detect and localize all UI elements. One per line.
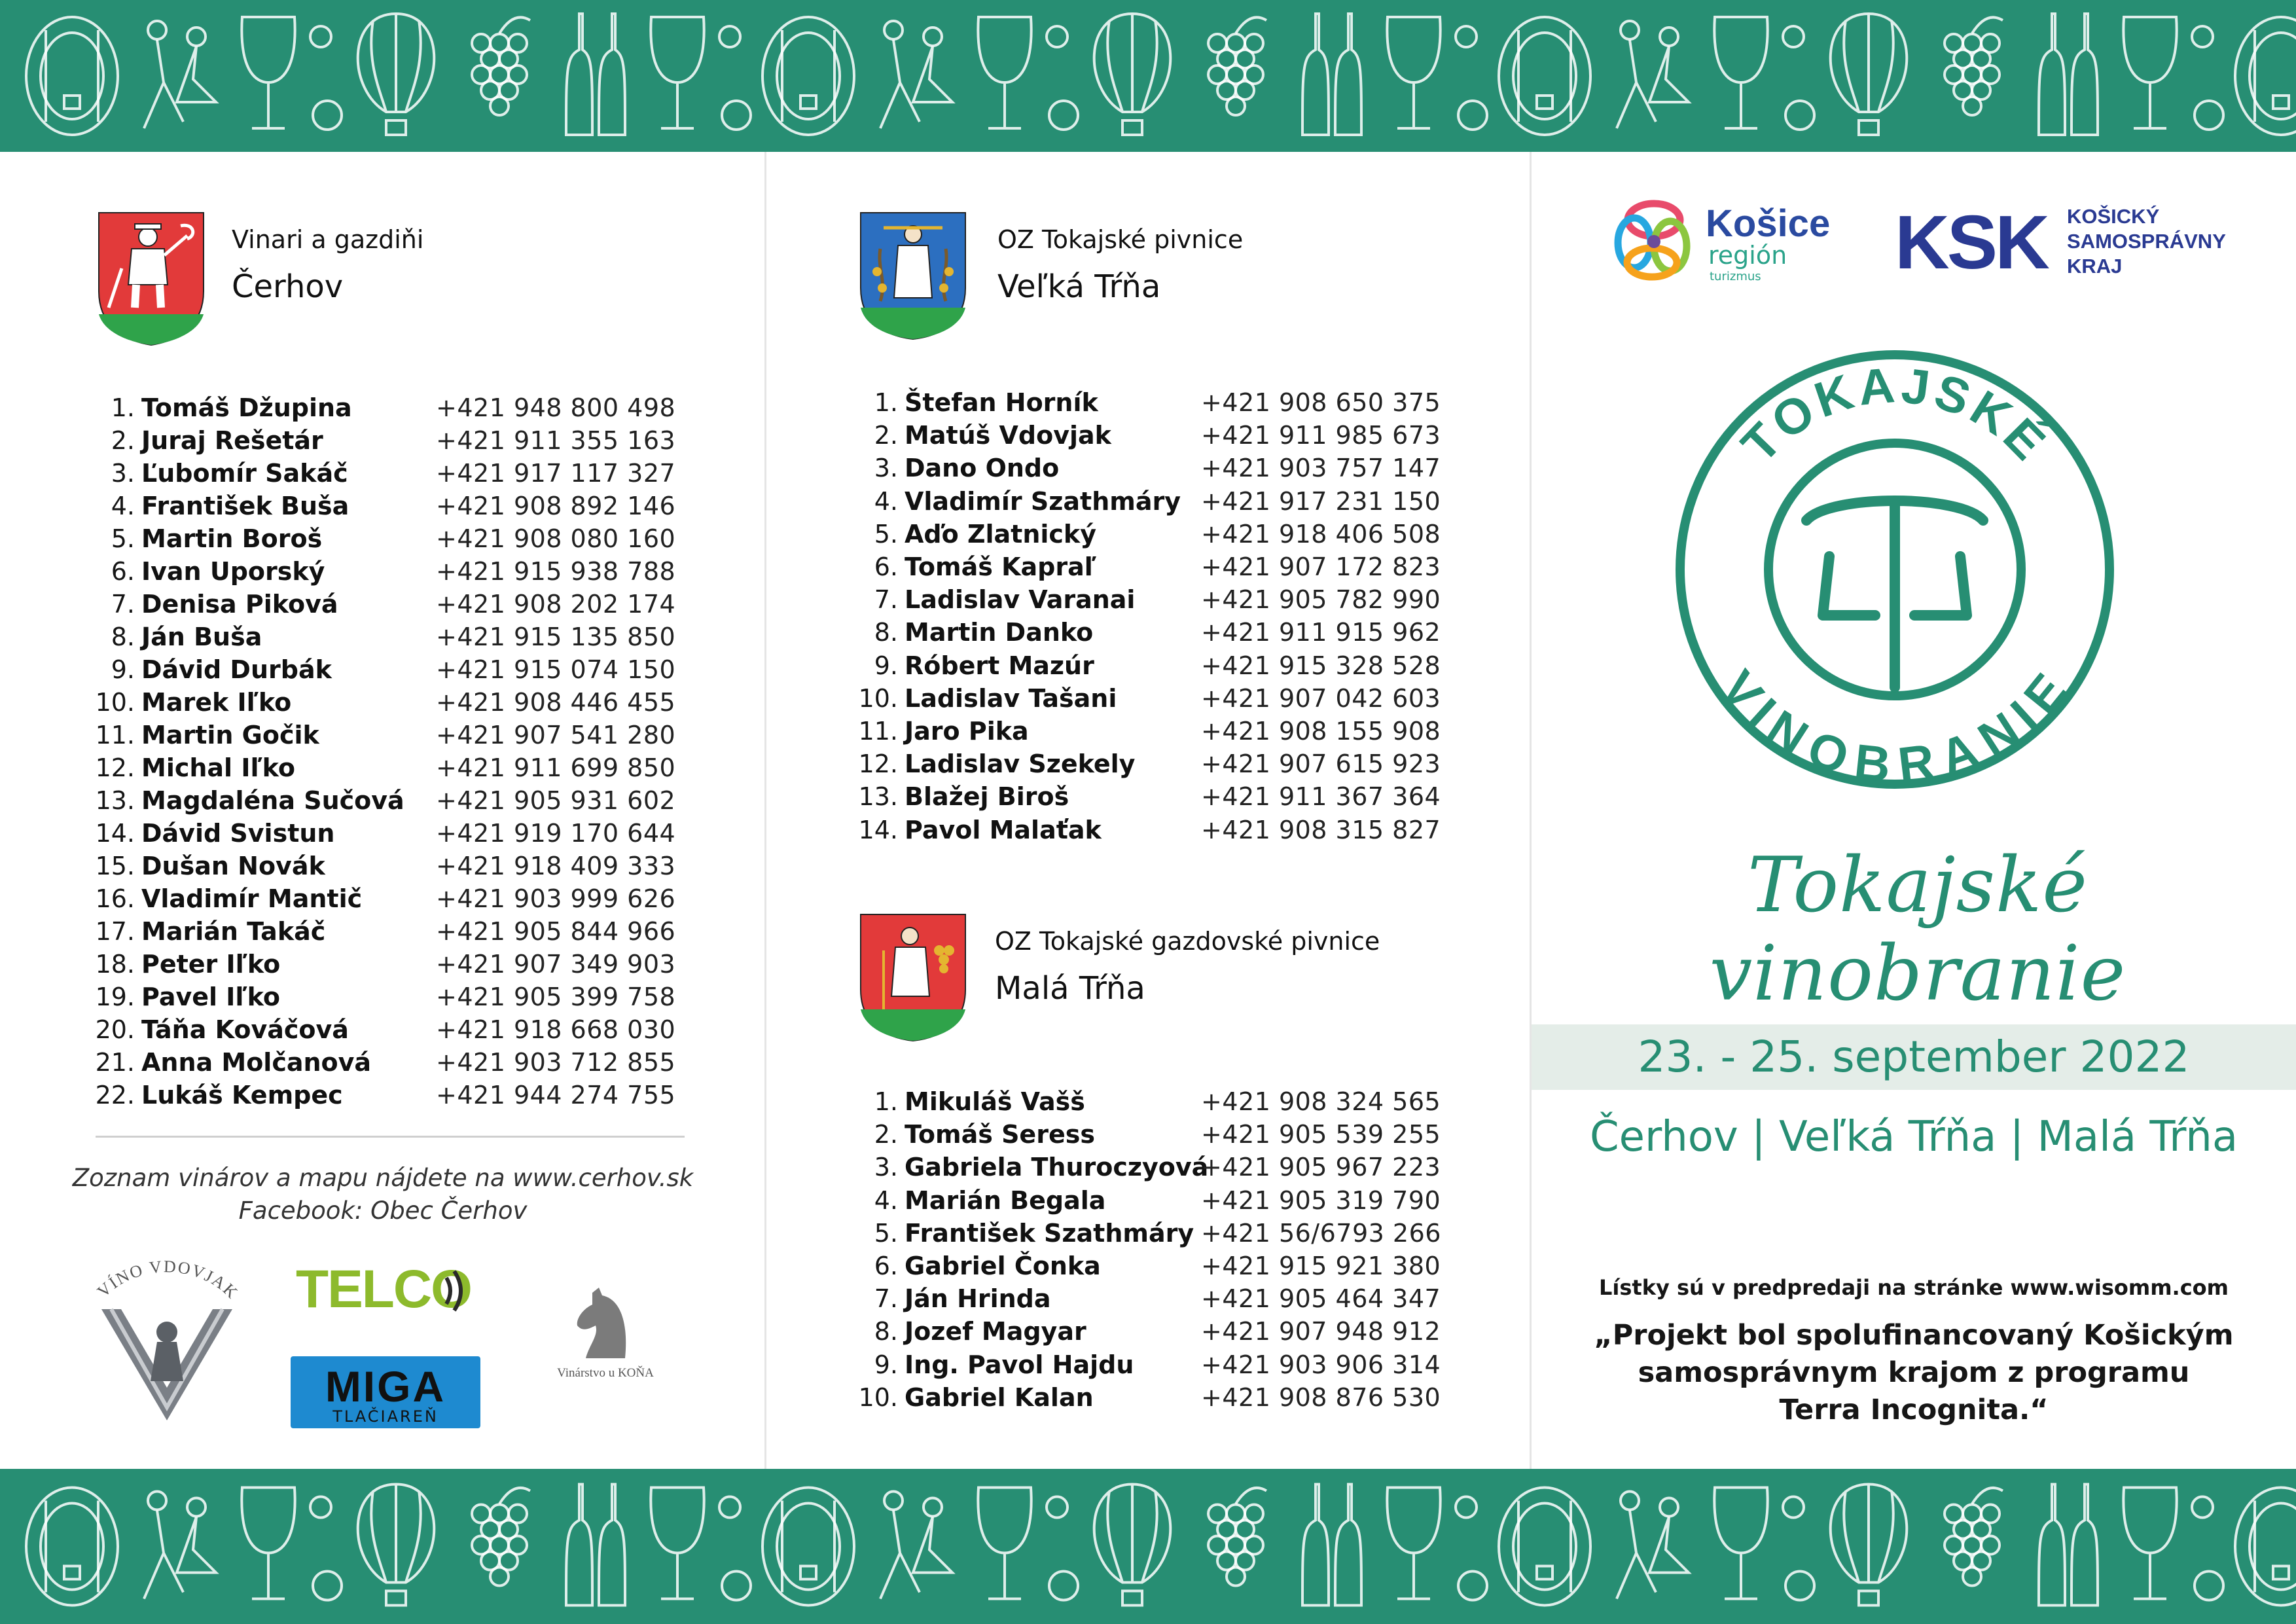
item-number: 11.: [95, 721, 135, 749]
bottom-decorative-band: [0, 1469, 2296, 1624]
list-item: [766, 1184, 1486, 1217]
item-number: 12.: [95, 753, 135, 782]
list-item: [0, 1079, 720, 1111]
item-number: 15.: [95, 852, 135, 880]
top-decorative-band: [0, 0, 2296, 152]
list-item: [766, 1085, 1486, 1118]
winemaker-name: František Szathmáry: [905, 1218, 1194, 1248]
list-item: [766, 1315, 1486, 1348]
list-item: [766, 452, 1486, 484]
village-name: Čerhov: [232, 268, 344, 305]
winemaker-name: Ladislav Varanai: [905, 585, 1136, 615]
phone-number: +421 919 170 644: [436, 819, 676, 848]
phone-number: +421 915 135 850: [436, 623, 676, 651]
group-title: Vinari a gazdiňi: [232, 225, 424, 254]
phone-number: +421 908 650 375: [1201, 388, 1441, 417]
list-item: [766, 715, 1486, 748]
item-number: 12.: [858, 749, 898, 779]
list-item: [0, 784, 720, 817]
phone-number: +421 908 155 908: [1201, 717, 1441, 746]
list-item: [766, 1118, 1486, 1151]
phone-number: +421 917 231 150: [1201, 486, 1441, 516]
list-item: [0, 686, 720, 719]
event-date: 23. - 25. september 2022: [1638, 1032, 2190, 1082]
phone-number: +421 905 464 347: [1201, 1284, 1441, 1314]
village-name: Veľká Tŕňa: [997, 268, 1161, 305]
item-number: 6.: [874, 552, 898, 581]
phone-number: +421 917 117 327: [436, 459, 676, 488]
winemaker-name: Marián Takáč: [141, 917, 326, 946]
winemaker-name: Dávid Svistun: [141, 819, 335, 848]
script-title: Tokajské vinobranie: [1709, 841, 2126, 1018]
group-title: OZ Tokajské pivnice: [997, 225, 1244, 254]
winemaker-name: Denisa Piková: [141, 590, 338, 619]
winemaker-name: Ľubomír Sakáč: [141, 459, 348, 488]
item-number: 13.: [95, 786, 135, 815]
phone-number: +421 903 712 855: [436, 1048, 676, 1077]
item-number: 2.: [874, 421, 898, 450]
vinarstvo-u-kona-logo: [537, 1286, 674, 1391]
telco-logo: [296, 1257, 479, 1322]
list-item: [0, 817, 720, 850]
ksk-line3: KRAJ: [2067, 255, 2123, 278]
phone-number: +421 915 938 788: [436, 557, 676, 586]
phone-number: +421 907 948 912: [1201, 1317, 1441, 1346]
winemaker-name: Mikuláš Vašš: [905, 1087, 1085, 1116]
kosice-region-logo: [1605, 187, 1834, 292]
list-item: [0, 490, 720, 522]
list-item: [766, 1217, 1486, 1250]
kona-text: Vinárstvo u KOŇA: [557, 1366, 654, 1380]
list-item: [766, 550, 1486, 583]
project-line: samosprávnym krajom z programu: [1638, 1356, 2190, 1389]
winemaker-name: Blažej Biroš: [905, 782, 1069, 812]
phone-number: +421 905 782 990: [1201, 585, 1441, 615]
phone-number: +421 908 315 827: [1201, 815, 1441, 844]
phone-number: +421 911 367 364: [1201, 782, 1441, 812]
phone-number: +421 911 915 962: [1201, 618, 1441, 647]
ksk-logo: [1895, 196, 2261, 288]
phone-number: +421 907 172 823: [1201, 552, 1441, 581]
horse-head-icon: [537, 1286, 674, 1365]
item-number: 10.: [858, 1382, 898, 1412]
winemaker-name: Tomáš Džupina: [141, 393, 352, 422]
village-name: Malá Tŕňa: [995, 970, 1145, 1007]
list-item: [766, 814, 1486, 846]
info-facebook: Facebook: Obec Čerhov: [238, 1197, 528, 1225]
item-number: 9.: [874, 651, 898, 680]
item-number: 13.: [858, 782, 898, 812]
phone-number: +421 907 349 903: [436, 950, 676, 979]
ksk-line2: SAMOSPRÁVNY: [2067, 230, 2226, 253]
winemaker-name: Gabriel Čonka: [905, 1252, 1101, 1280]
wine-pattern-illustration: [0, 0, 2296, 152]
phone-number: +421 915 074 150: [436, 655, 676, 684]
winemaker-name: Ján Buša: [141, 623, 262, 651]
phone-number: +421 911 699 850: [436, 753, 676, 782]
list-item: [766, 1151, 1486, 1183]
item-number: 3.: [874, 1153, 898, 1182]
list-item: [0, 391, 720, 424]
phone-number: +421 915 921 380: [1201, 1252, 1441, 1280]
winemaker-name: Martin Boroš: [141, 524, 323, 553]
item-number: 18.: [95, 950, 135, 979]
item-number: 1.: [874, 388, 898, 417]
phone-number: +421 948 800 498: [436, 393, 676, 422]
item-number: 16.: [95, 884, 135, 913]
project-line: „Projekt bol spolufinancovaný Košickým: [1594, 1319, 2234, 1352]
list-item: [766, 1381, 1486, 1414]
item-number: 21.: [95, 1048, 135, 1077]
info-website: Zoznam vinárov a mapu nájdete na www.cerhov.sk: [72, 1164, 694, 1192]
list-item: [766, 419, 1486, 452]
list-item: [0, 915, 720, 948]
phone-number: +421 911 985 673: [1201, 421, 1441, 450]
winemaker-name: Ladislav Tašani: [905, 683, 1117, 713]
list-item: [766, 518, 1486, 550]
miga-subtext: TLAČIAREŇ: [332, 1407, 439, 1426]
winemaker-name: Dano Ondo: [905, 454, 1060, 483]
winemaker-name: Dušan Novák: [141, 852, 325, 880]
winemaker-name: Matúš Vdovjak: [905, 421, 1111, 450]
list-item: [0, 588, 720, 621]
item-number: 7.: [874, 1284, 898, 1314]
region-text: región: [1708, 241, 1787, 270]
item-number: 4.: [874, 1185, 898, 1215]
list-item: [0, 424, 720, 457]
winemaker-name: Anna Molčanová: [141, 1048, 372, 1077]
divider: [96, 1136, 685, 1138]
winemaker-name: Ján Hrinda: [905, 1284, 1051, 1314]
project-line: Terra Incognita.“: [1779, 1394, 2049, 1426]
list-item: [766, 682, 1486, 715]
list-item: [0, 1046, 720, 1079]
item-number: 7.: [111, 590, 135, 619]
winemaker-name: Marián Begala: [905, 1185, 1106, 1215]
vino-vdovjak-logo: [85, 1260, 249, 1430]
list-item: [0, 850, 720, 882]
svg-text:VÍNO VDOVJAK: [94, 1260, 242, 1303]
phone-number: +421 905 931 602: [436, 786, 676, 815]
emblem-top-text: TOKAJSKÉ: [1731, 357, 2058, 474]
list-item: [0, 719, 720, 751]
item-number: 6.: [874, 1252, 898, 1280]
phone-number: +421 903 757 147: [1201, 454, 1441, 483]
winemaker-name: Dávid Durbák: [141, 655, 332, 684]
item-number: 8.: [111, 623, 135, 651]
item-number: 11.: [858, 717, 898, 746]
list-item: [0, 555, 720, 588]
item-number: 7.: [874, 585, 898, 615]
miga-text: MIGA: [325, 1362, 446, 1411]
vdovjak-text: VÍNO VDOVJAK: [94, 1260, 243, 1303]
item-number: 17.: [95, 917, 135, 946]
winemaker-name: Róbert Mazúr: [905, 651, 1094, 680]
list-item: [766, 583, 1486, 616]
item-number: 6.: [111, 557, 135, 586]
winemaker-name: Peter Iľko: [141, 950, 281, 979]
list-item: [0, 621, 720, 653]
phone-number: +421 905 844 966: [436, 917, 676, 946]
kosice-text: Košice: [1706, 202, 1831, 245]
list-item: [766, 780, 1486, 813]
item-number: 1.: [874, 1087, 898, 1116]
list-item: [766, 1348, 1486, 1381]
winemaker-name: Tomáš Kapraľ: [905, 552, 1096, 581]
ksk-line1: KOŠICKÝ: [2067, 205, 2160, 228]
list-item: [766, 1282, 1486, 1315]
winemaker-name: Juraj Rešetár: [141, 426, 323, 455]
winemaker-name: Jaro Pika: [905, 717, 1029, 746]
winemaker-name: Gabriel Kalan: [905, 1382, 1094, 1412]
item-number: 22.: [95, 1081, 135, 1110]
phone-number: +421 908 202 174: [436, 590, 676, 619]
winemaker-name: Pavel Iľko: [141, 983, 280, 1011]
item-number: 2.: [111, 426, 135, 455]
phone-number: +421 905 539 255: [1201, 1120, 1441, 1149]
phone-number: +421 905 967 223: [1201, 1153, 1441, 1182]
phone-number: +421 56/6793 266: [1201, 1218, 1441, 1248]
phone-number: +421 908 892 146: [436, 492, 676, 520]
phone-number: +421 944 274 755: [436, 1081, 676, 1110]
phone-number: +421 907 042 603: [1201, 683, 1441, 713]
item-number: 8.: [874, 1317, 898, 1346]
winemaker-name: František Buša: [141, 492, 350, 520]
cerhov-coat-of-arms: [96, 209, 207, 347]
list-item: [766, 1250, 1486, 1282]
svg-text:TOKAJSKÉ: [1731, 357, 2058, 474]
item-number: 1.: [111, 393, 135, 422]
winemaker-name: Lukáš Kempec: [141, 1081, 343, 1110]
turizmus-text: turizmus: [1710, 270, 1761, 283]
list-item: [766, 386, 1486, 419]
project-statement: [1532, 1317, 2296, 1429]
ksk-mark: KSK: [1895, 200, 2047, 285]
phone-number: +421 908 324 565: [1201, 1087, 1441, 1116]
phone-number: +421 915 328 528: [1201, 651, 1441, 680]
phone-number: +421 918 668 030: [436, 1015, 676, 1044]
phone-number: +421 911 355 163: [436, 426, 676, 455]
list-item: [0, 882, 720, 915]
winemaker-name: Tomáš Seress: [905, 1120, 1095, 1149]
list-item: [766, 485, 1486, 518]
phone-number: +421 908 876 530: [1201, 1382, 1441, 1412]
item-number: 9.: [111, 655, 135, 684]
item-number: 8.: [874, 618, 898, 647]
item-number: 20.: [95, 1015, 135, 1044]
group-title: OZ Tokajské gazdovské pivnice: [995, 927, 1380, 956]
winemaker-name: Táňa Kováčová: [141, 1015, 349, 1044]
velka-trna-coat-of-arms: [857, 209, 969, 347]
fold-line: [1530, 152, 1532, 1469]
date-band: [1532, 1024, 2296, 1090]
winemaker-name: Ladislav Szekely: [905, 749, 1136, 779]
item-number: 9.: [874, 1350, 898, 1379]
kosice-flower-icon: [1605, 190, 1703, 289]
list-item: [0, 948, 720, 981]
item-number: 5.: [111, 524, 135, 553]
list-item: [0, 751, 720, 784]
item-number: 5.: [874, 1218, 898, 1248]
list-item: [0, 1013, 720, 1046]
miga-logo: [291, 1356, 480, 1428]
item-number: 4.: [111, 492, 135, 520]
winemaker-name: Gabriela Thuroczyová: [905, 1153, 1209, 1182]
list-item: [0, 457, 720, 490]
phone-number: +421 905 399 758: [436, 983, 676, 1011]
list-item: [0, 981, 720, 1013]
phone-number: +421 918 406 508: [1201, 519, 1441, 549]
phone-number: +421 918 409 333: [436, 852, 676, 880]
winemaker-name: Martin Gočik: [141, 721, 319, 749]
phone-number: +421 907 541 280: [436, 721, 676, 749]
winemaker-name: Ivan Uporský: [141, 557, 325, 586]
phone-number: +421 907 615 923: [1201, 749, 1441, 779]
event-villages: Čerhov | Veľká Tŕňa | Malá Tŕňa: [1589, 1113, 2238, 1161]
mala-trna-coat-of-arms: [857, 911, 969, 1049]
phone-number: +421 903 999 626: [436, 884, 676, 913]
winemaker-name: Štefan Horník: [905, 388, 1098, 417]
winemaker-name: Jozef Magyar: [905, 1317, 1086, 1346]
winemaker-name: Aďo Zlatnický: [905, 519, 1096, 549]
winemaker-name: Michal Iľko: [141, 753, 296, 782]
list-item: [766, 649, 1486, 682]
winemaker-name: Martin Danko: [905, 618, 1094, 647]
list-item: [766, 616, 1486, 649]
tt-monogram-icon: [1806, 501, 1983, 687]
phone-number: +421 905 319 790: [1201, 1185, 1441, 1215]
phone-number: +421 908 080 160: [436, 524, 676, 553]
list-item: [0, 522, 720, 555]
winemaker-name: Vladimír Mantič: [141, 884, 363, 913]
phone-number: +421 903 906 314: [1201, 1350, 1441, 1379]
winemaker-name: Magdaléna Sučová: [141, 786, 404, 815]
item-number: 4.: [874, 486, 898, 516]
phone-number: +421 908 446 455: [436, 688, 676, 717]
item-number: 19.: [95, 983, 135, 1011]
winemaker-name: Vladimír Szathmáry: [905, 486, 1181, 516]
list-item: [0, 653, 720, 686]
item-number: 14.: [95, 819, 135, 848]
winemaker-name: Ing. Pavol Hajdu: [905, 1350, 1134, 1379]
signal-icon: [441, 1265, 474, 1317]
emblem-bottom-text: VINOBRANIE: [1709, 660, 2081, 794]
item-number: 10.: [95, 688, 135, 717]
winemaker-name: Pavol Malaťak: [905, 815, 1102, 844]
list-item: [766, 748, 1486, 780]
item-number: 3.: [874, 454, 898, 483]
winemaker-name: Marek Iľko: [141, 688, 292, 717]
item-number: 10.: [858, 683, 898, 713]
telco-text: TELCO: [296, 1259, 471, 1319]
item-number: 14.: [858, 815, 898, 844]
tokajske-vinobranie-emblem: [1666, 340, 2124, 799]
item-number: 5.: [874, 519, 898, 549]
wine-pattern-illustration: [0, 1469, 2296, 1624]
item-number: 3.: [111, 459, 135, 488]
tickets-info: Lístky sú v predpredaji na stránke www.wisomm.com: [1599, 1275, 2229, 1300]
item-number: 2.: [874, 1120, 898, 1149]
